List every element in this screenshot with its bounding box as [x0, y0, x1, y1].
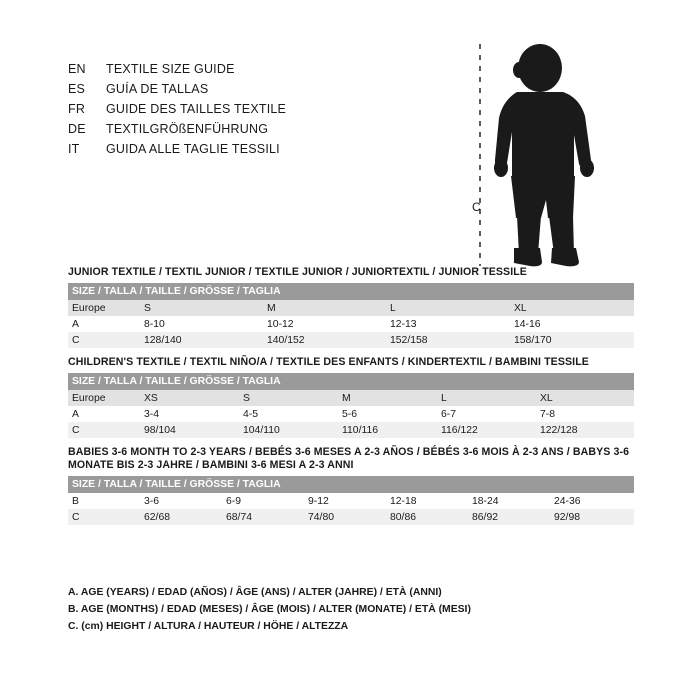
size-header-label: SIZE / TALLA / TAILLE / GRÖSSE / TAGLIA — [68, 476, 634, 493]
section-babies — [68, 442, 634, 525]
table-row — [68, 332, 634, 348]
language-row — [68, 102, 488, 122]
table-column-header-row — [68, 300, 634, 316]
language-title-list — [68, 62, 488, 162]
cell-value: 14-16 — [510, 316, 634, 332]
column-header: XL — [510, 300, 634, 316]
table-row — [68, 406, 634, 422]
legend-block — [68, 584, 634, 635]
cell-value: 6-9 — [222, 493, 304, 509]
language-title: TEXTILE SIZE GUIDE — [106, 62, 235, 76]
cell-value: 7-8 — [536, 406, 634, 422]
cell-value: 9-12 — [304, 493, 386, 509]
cell-value: 140/152 — [263, 332, 386, 348]
column-header: M — [338, 390, 437, 406]
section-title: BABIES 3-6 MONTH TO 2-3 YEARS / BEBÉS 3-6 MESES A 2-3 AÑOS / BÉBÉS 3-6 MOIS À 2-3 ANS / BABYS 3-6 MONATE BIS 2-3 JAHRE / BAMBINI 3-6 MESI A 2-3 ANNI — [68, 446, 630, 471]
row-label: C — [68, 332, 140, 348]
table-row — [68, 509, 634, 525]
child-silhouette-icon — [462, 40, 652, 270]
cell-value: 86/92 — [468, 509, 550, 525]
legend-line-b: B. AGE (MONTHS) / EDAD (MESES) / ÂGE (MOIS) / ALTER (MONATE) / ETÀ (MESI) — [68, 604, 471, 615]
size-table-children — [68, 373, 634, 438]
language-code: IT — [68, 142, 80, 156]
cell-value: 3-6 — [140, 493, 222, 509]
column-header: L — [386, 300, 510, 316]
column-header: S — [140, 300, 263, 316]
language-row — [68, 62, 488, 82]
height-dimension-label: C — [472, 200, 481, 214]
cell-value: 158/170 — [510, 332, 634, 348]
table-header-row — [68, 476, 634, 493]
row-label: A — [68, 406, 140, 422]
language-code: ES — [68, 82, 86, 96]
section-junior — [68, 262, 634, 348]
language-code: EN — [68, 62, 86, 76]
size-tables — [68, 262, 634, 529]
table-column-header-row — [68, 390, 634, 406]
row-label: C — [68, 422, 140, 438]
cell-value: 4-5 — [239, 406, 338, 422]
cell-value: 98/104 — [140, 422, 239, 438]
table-row — [68, 422, 634, 438]
column-header: S — [239, 390, 338, 406]
size-table-babies — [68, 476, 634, 525]
column-header: XL — [536, 390, 634, 406]
cell-value: 116/122 — [437, 422, 536, 438]
column-header: Europe — [68, 300, 140, 316]
cell-value: 24-36 — [550, 493, 634, 509]
section-title: CHILDREN'S TEXTILE / TEXTIL NIÑO/A / TEXTILE DES ENFANTS / KINDERTEXTIL / BAMBINI TESSILE — [68, 356, 589, 368]
cell-value: 5-6 — [338, 406, 437, 422]
cell-value: 12-13 — [386, 316, 510, 332]
table-header-row — [68, 373, 634, 390]
column-header: L — [437, 390, 536, 406]
cell-value: 104/110 — [239, 422, 338, 438]
language-code: DE — [68, 122, 86, 136]
legend-line-a: A. AGE (YEARS) / EDAD (AÑOS) / ÂGE (ANS) / ALTER (JAHRE) / ETÀ (ANNI) — [68, 587, 442, 598]
legend-line-c: C. (cm) HEIGHT / ALTURA / HAUTEUR / HÖHE / ALTEZZA — [68, 621, 349, 632]
cell-value: 10-12 — [263, 316, 386, 332]
cell-value: 122/128 — [536, 422, 634, 438]
language-code: FR — [68, 102, 86, 116]
section-title: JUNIOR TEXTILE / TEXTIL JUNIOR / TEXTILE JUNIOR / JUNIORTEXTIL / JUNIOR TESSILE — [68, 266, 527, 278]
cell-value: 80/86 — [386, 509, 468, 525]
language-row — [68, 122, 488, 142]
row-label: B — [68, 493, 140, 509]
cell-value: 3-4 — [140, 406, 239, 422]
size-header-label: SIZE / TALLA / TAILLE / GRÖSSE / TAGLIA — [68, 283, 634, 300]
cell-value: 6-7 — [437, 406, 536, 422]
cell-value: 18-24 — [468, 493, 550, 509]
cell-value: 92/98 — [550, 509, 634, 525]
language-row — [68, 142, 488, 162]
size-table-junior — [68, 283, 634, 348]
table-header-row — [68, 283, 634, 300]
cell-value: 110/116 — [338, 422, 437, 438]
cell-value: 62/68 — [140, 509, 222, 525]
cell-value: 12-18 — [386, 493, 468, 509]
table-row — [68, 316, 634, 332]
cell-value: 152/158 — [386, 332, 510, 348]
language-title: GUIDE DES TAILLES TEXTILE — [106, 102, 287, 116]
column-header: Europe — [68, 390, 140, 406]
column-header: XS — [140, 390, 239, 406]
cell-value: 68/74 — [222, 509, 304, 525]
language-title: GUÍA DE TALLAS — [106, 82, 209, 96]
section-children — [68, 352, 634, 438]
row-label: A — [68, 316, 140, 332]
language-title: GUIDA ALLE TAGLIE TESSILI — [106, 142, 280, 156]
language-title: TEXTILGRÖßENFÜHRUNG — [106, 122, 269, 136]
row-label: C — [68, 509, 140, 525]
language-row — [68, 82, 488, 102]
table-row — [68, 493, 634, 509]
column-header: M — [263, 300, 386, 316]
figure-illustration — [462, 40, 652, 270]
cell-value: 74/80 — [304, 509, 386, 525]
cell-value: 128/140 — [140, 332, 263, 348]
size-header-label: SIZE / TALLA / TAILLE / GRÖSSE / TAGLIA — [68, 373, 634, 390]
cell-value: 8-10 — [140, 316, 263, 332]
